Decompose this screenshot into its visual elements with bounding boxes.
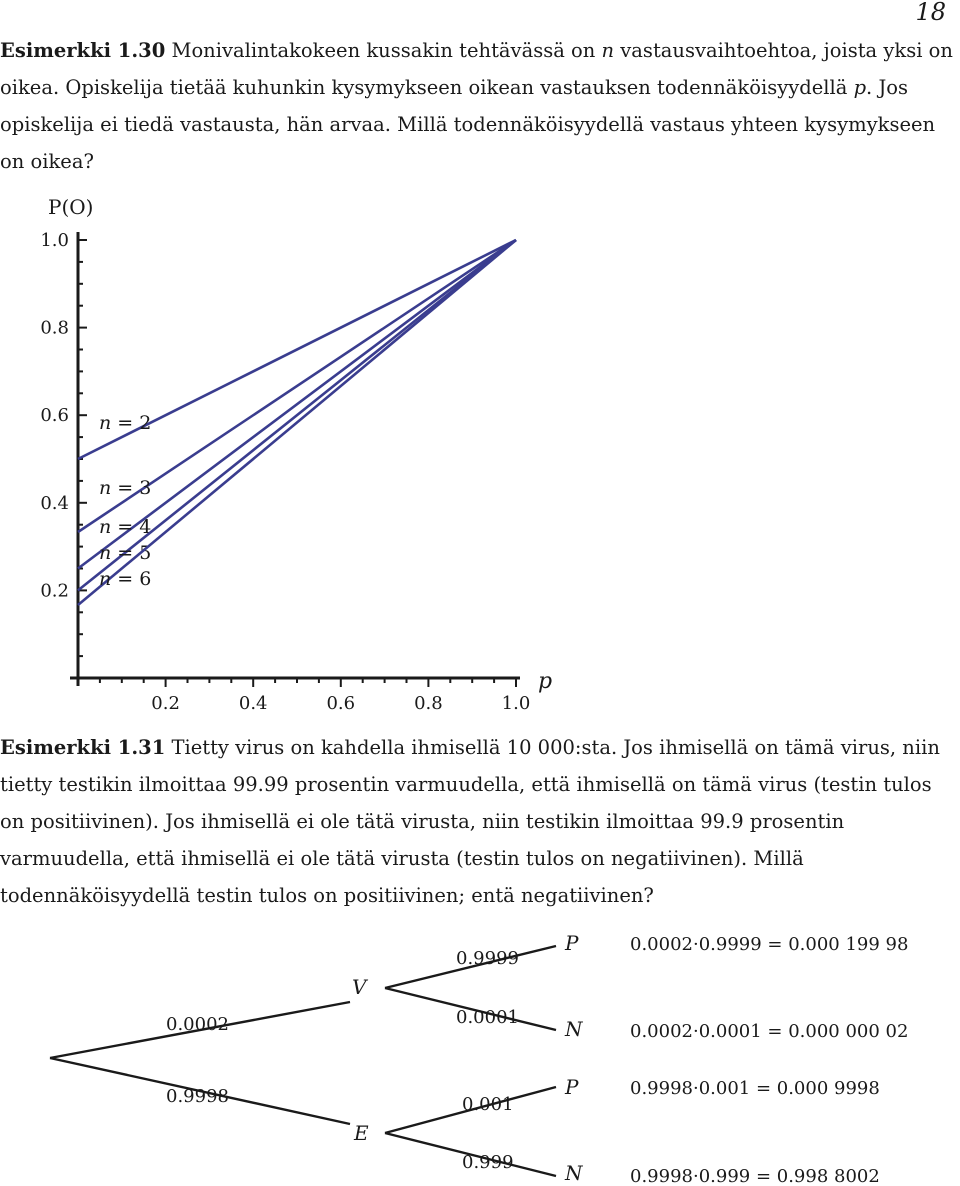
example-label: Esimerkki 1.31 [0, 736, 166, 759]
prob-e-n: 0.999 [462, 1152, 514, 1173]
y-tick-label: 0.8 [40, 317, 69, 339]
node-e: E [354, 1121, 369, 1145]
example-text: vastausvaihtoehtoa, joista yksi on oikea. Opiskelija tietää kuhunkin kysymykseen oikean vastauksen todennäköisyydellä [0, 39, 953, 99]
example-text: Tietty virus on kahdella ihmisellä 10 000:sta. Jos ihmisellä on tämä virus, niin tietty testikin ilmoittaa 99.99 prosentin varmuudella, että ihmisellä on tämä virus (testin tulos on positiivinen). Jos ihmisellä ei ole tätä virusta, niin testikin ilmoittaa 99.9 prosentin varmuudella, että ihmisellä ei ole tätä virusta (testin tulos on negatiivinen). Millä todennäköisyydellä testin tulos on positiivinen; entä negatiivinen? [0, 736, 940, 907]
outcome-v-n: N [565, 1017, 583, 1041]
outcome-e-p: P [565, 1075, 579, 1099]
prob-e-p: 0.001 [462, 1094, 514, 1115]
calc-e-p: 0.9998·0.001 = 0.000 9998 [630, 1078, 880, 1099]
series-label-n2: n = 2 [99, 412, 152, 434]
y-tick-label: 0.4 [40, 492, 69, 514]
series-label-n6: n = 6 [99, 568, 152, 590]
outcome-e-n: N [565, 1161, 583, 1185]
series-label-n5: n = 5 [99, 542, 152, 564]
page-number: 18 [915, 0, 946, 26]
example-text: . Jos opiskelija ei tiedä vastausta, hän arvaa. Millä todennäköisyydellä vastaus yhteen kysymykseen on oikea? [0, 76, 936, 173]
node-v: V [352, 975, 367, 999]
calc-e-n: 0.9998·0.999 = 0.998 8002 [630, 1166, 880, 1186]
y-tick-label: 1.0 [40, 230, 69, 251]
y-tick-label: 0.6 [40, 405, 69, 427]
example-label: Esimerkki 1.30 [0, 39, 166, 62]
prob-v: 0.0002 [166, 1014, 229, 1035]
series-label-n3: n = 3 [99, 477, 152, 499]
prob-e: 0.9998 [166, 1086, 229, 1107]
x-axis-label: p [538, 669, 553, 694]
x-tick-label: 0.2 [151, 693, 180, 714]
outcome-v-p: P [565, 931, 579, 955]
example-text: Monivalintakokeen kussakin tehtävässä on [165, 39, 602, 62]
x-tick-label: 0.4 [238, 693, 268, 714]
x-tick-label: 0.8 [414, 693, 443, 714]
y-tick-label: 0.2 [40, 580, 69, 602]
calc-v-p: 0.0002·0.9999 = 0.000 199 98 [630, 934, 909, 955]
tree-branches [50, 946, 556, 1176]
x-tick-label: 0.6 [326, 693, 356, 714]
x-tick-label: 1.0 [501, 693, 531, 714]
variable-n: n [601, 39, 615, 62]
prob-v-n: 0.0001 [456, 1007, 519, 1028]
tree-labels [166, 931, 908, 1186]
y-axis-label: P(O) [48, 195, 94, 219]
variable-p: p [853, 76, 867, 99]
series-label-n4: n = 4 [99, 516, 152, 538]
calc-v-n: 0.0002·0.0001 = 0.000 000 02 [630, 1021, 909, 1042]
prob-v-p: 0.9999 [456, 948, 519, 969]
